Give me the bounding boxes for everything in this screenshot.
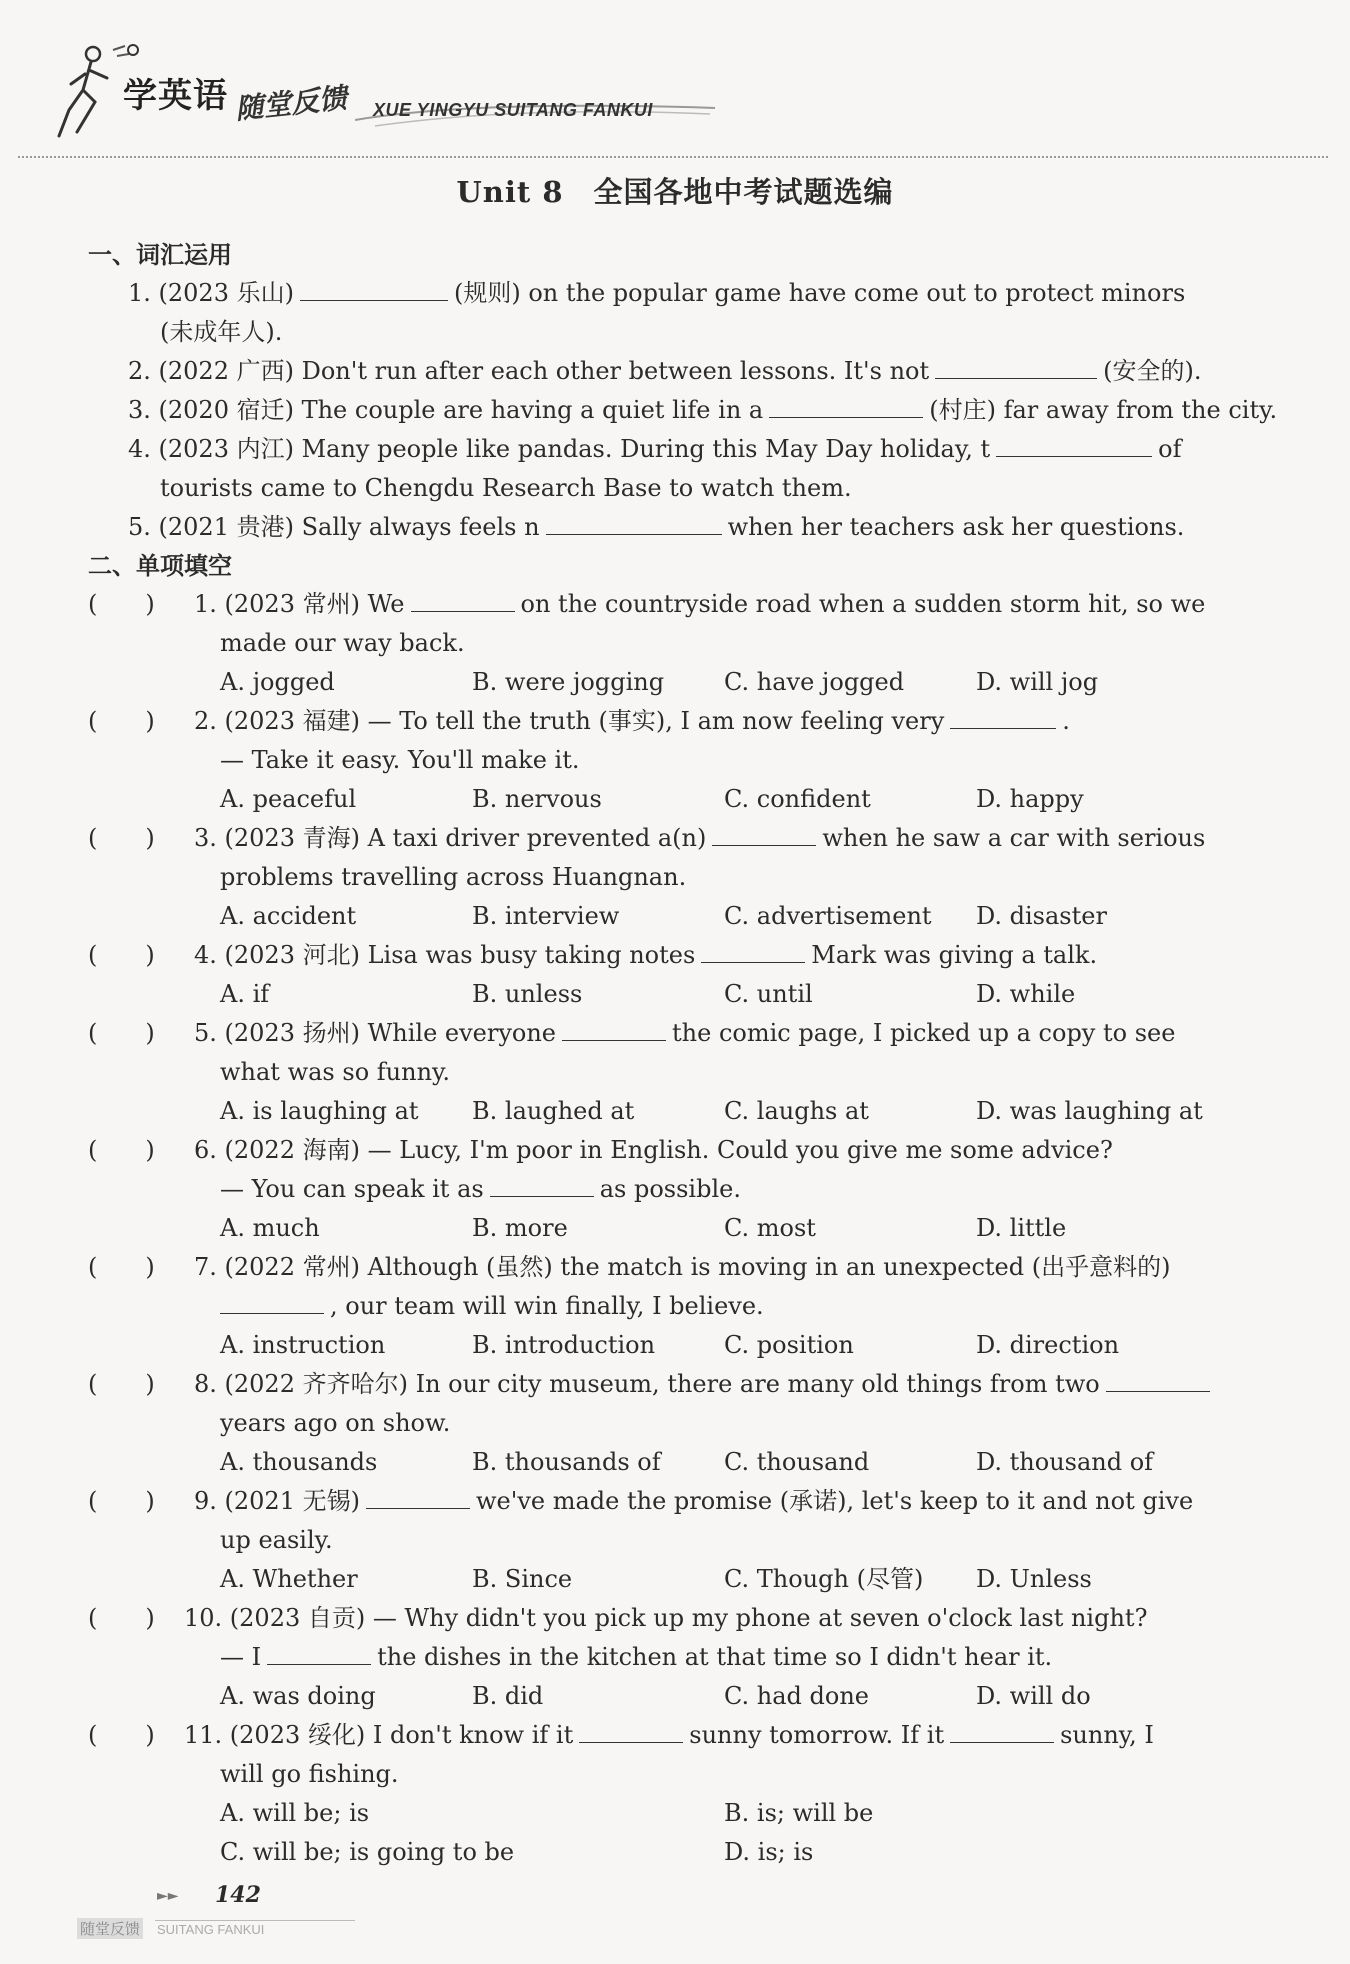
option-d[interactable]: D. happy xyxy=(976,785,1084,813)
section-heading-vocabulary: 一、词汇运用 xyxy=(88,241,232,269)
question-7: ( ) 7. (2022 常州) Although (虽然) the match is moving in an unexpected (出乎意料的) , our team will win finally, I believe. A. instruction B. introduction C. position D. direction xyxy=(88,1248,1262,1365)
answer-paren[interactable]: ( ) xyxy=(88,1721,155,1749)
answer-paren[interactable]: ( ) xyxy=(88,1019,155,1047)
option-a[interactable]: A. will be; is xyxy=(220,1799,370,1827)
option-c[interactable]: C. have jogged xyxy=(724,668,905,696)
option-d[interactable]: D. disaster xyxy=(976,902,1107,930)
question-8: ( ) 8. (2022 齐齐哈尔) In our city museum, there are many old things from two years ago on show. A. thousands B. thousands of C. thousand D. thousand of xyxy=(88,1365,1262,1482)
answer-paren[interactable]: ( ) xyxy=(88,590,155,618)
answer-blank[interactable] xyxy=(769,391,923,418)
answer-blank xyxy=(490,1170,594,1197)
option-b[interactable]: B. introduction xyxy=(472,1331,656,1359)
vocab-item-3: 3. (2020 宿迁) The couple are having a quiet life in a (村庄) far away from the city. xyxy=(128,391,1262,430)
vocab-item-5: 5. (2021 贵港) Sally always feels n when her teachers ask her questions. xyxy=(128,508,1262,547)
answer-paren[interactable]: ( ) xyxy=(88,1136,155,1164)
answer-paren[interactable]: ( ) xyxy=(88,1370,155,1398)
option-c[interactable]: C. confident xyxy=(724,785,871,813)
option-b[interactable]: B. did xyxy=(472,1682,544,1710)
answer-blank[interactable] xyxy=(300,274,448,301)
footer-label: 随堂反馈 xyxy=(77,1918,143,1939)
options-row xyxy=(88,975,1262,1014)
question-5: ( ) 5. (2023 扬州) While everyone the comic page, I picked up a copy to see what was so funny. A. is laughing at B. laughed at C. laughs at D. was laughing at xyxy=(88,1014,1262,1131)
option-c[interactable]: C. Though (尽管) xyxy=(724,1565,924,1593)
answer-blank[interactable] xyxy=(996,430,1152,457)
question-10: ( ) 10. (2023 自贡) — Why didn't you pick up my phone at seven o'clock last night? — I the dishes in the kitchen at that time so I didn't hear it. A. was doing B. did C. had done D. will do xyxy=(88,1599,1262,1716)
question-2: ( ) 2. (2023 福建) — To tell the truth (事实), I am now feeling very . — Take it easy. You'll make it. A. peaceful B. nervous C. confident D. happy xyxy=(88,702,1262,819)
options-row xyxy=(88,1794,1262,1833)
option-a[interactable]: A. is laughing at xyxy=(220,1097,419,1125)
option-d[interactable]: D. will jog xyxy=(976,668,1099,696)
answer-blank xyxy=(562,1014,666,1041)
option-d[interactable]: D. little xyxy=(976,1214,1067,1242)
logo-subtitle: 随堂反馈 xyxy=(233,81,349,126)
option-d[interactable]: D. was laughing at xyxy=(976,1097,1203,1125)
answer-blank xyxy=(411,585,515,612)
option-c[interactable]: C. position xyxy=(724,1331,854,1359)
option-b[interactable]: B. Since xyxy=(472,1565,573,1593)
unit-title: Unit 8 全国各地中考试题选编 xyxy=(456,175,894,209)
option-b[interactable]: B. unless xyxy=(472,980,583,1008)
option-c[interactable]: C. will be; is going to be xyxy=(220,1838,515,1866)
options-row xyxy=(88,663,1262,702)
option-c[interactable]: C. thousand xyxy=(724,1448,870,1476)
answer-paren[interactable]: ( ) xyxy=(88,707,155,735)
answer-paren[interactable]: ( ) xyxy=(88,1487,155,1515)
logo-pinyin: XUE YINGYU SUITANG FANKUI xyxy=(373,100,653,120)
option-c[interactable]: C. had done xyxy=(724,1682,869,1710)
footer-divider xyxy=(155,1920,355,1921)
option-d[interactable]: D. Unless xyxy=(976,1565,1092,1593)
option-a[interactable]: A. if xyxy=(220,980,270,1008)
answer-paren[interactable]: ( ) xyxy=(88,824,155,852)
answer-blank xyxy=(366,1482,470,1509)
option-d[interactable]: D. thousand of xyxy=(976,1448,1154,1476)
answer-blank xyxy=(220,1287,324,1314)
option-d[interactable]: D. direction xyxy=(976,1331,1120,1359)
vocab-item-1: 1. (2023 乐山) (规则) on the popular game have come out to protect minors (未成年人). xyxy=(112,274,1262,352)
answer-paren[interactable]: ( ) xyxy=(88,941,155,969)
answer-blank xyxy=(1106,1365,1210,1392)
options-row xyxy=(88,1092,1262,1131)
answer-blank xyxy=(950,702,1056,729)
option-b[interactable]: B. interview xyxy=(472,902,620,930)
option-a[interactable]: A. Whether xyxy=(220,1565,358,1593)
option-b[interactable]: B. laughed at xyxy=(472,1097,635,1125)
option-d[interactable]: D. is; is xyxy=(724,1838,814,1866)
option-a[interactable]: A. thousands xyxy=(220,1448,378,1476)
option-c[interactable]: C. until xyxy=(724,980,813,1008)
option-d[interactable]: D. will do xyxy=(976,1682,1091,1710)
logo-title: 学英语 xyxy=(123,76,228,116)
option-c[interactable]: C. most xyxy=(724,1214,816,1242)
answer-paren[interactable]: ( ) xyxy=(88,1604,155,1632)
options-row xyxy=(88,1209,1262,1248)
answer-paren[interactable]: ( ) xyxy=(88,1253,155,1281)
page-footer xyxy=(75,1880,375,1950)
question-6: ( ) 6. (2022 海南) — Lucy, I'm poor in English. Could you give me some advice? — You can speak it as as possible. A. much B. more C. most D. little xyxy=(88,1131,1262,1248)
option-a[interactable]: A. peaceful xyxy=(220,785,357,813)
question-9: ( ) 9. (2021 无锡) we've made the promise (承诺), let's keep to it and not give up easily. A. Whether B. Since C. Though (尽管) D. Unless xyxy=(88,1482,1262,1599)
question-4: ( ) 4. (2023 河北) Lisa was busy taking notes Mark was giving a talk. A. if B. unless C. until D. while xyxy=(88,936,1262,1014)
answer-blank xyxy=(267,1638,371,1665)
options-row xyxy=(88,1833,1262,1872)
option-b[interactable]: B. were jogging xyxy=(472,668,665,696)
options-row xyxy=(88,1443,1262,1482)
answer-blank[interactable] xyxy=(935,352,1097,379)
option-a[interactable]: A. was doing xyxy=(220,1682,376,1710)
header xyxy=(55,40,675,150)
options-row xyxy=(88,1326,1262,1365)
options-row xyxy=(88,1677,1262,1716)
option-d[interactable]: D. while xyxy=(976,980,1076,1008)
page-number: 142 xyxy=(215,1882,261,1908)
options-row xyxy=(88,1560,1262,1599)
option-a[interactable]: A. much xyxy=(220,1214,320,1242)
question-3: ( ) 3. (2023 青海) A taxi driver prevented a(n) when he saw a car with serious problems travelling across Huangnan. A. accident B. interview C. advertisement D. disaster xyxy=(88,819,1262,936)
option-b[interactable]: B. thousands of xyxy=(472,1448,661,1476)
options-row xyxy=(88,780,1262,819)
option-b[interactable]: B. is; will be xyxy=(724,1799,874,1827)
option-a[interactable]: A. jogged xyxy=(220,668,335,696)
section-heading-multiple-choice: 二、单项填空 xyxy=(88,552,232,580)
question-1: ( ) 1. (2023 常州) We on the countryside road when a sudden storm hit, so we made our way back. A. jogged B. were jogging C. have jogged D. will jog xyxy=(88,585,1262,702)
option-c[interactable]: C. advertisement xyxy=(724,902,932,930)
option-c[interactable]: C. laughs at xyxy=(724,1097,869,1125)
exercise-content xyxy=(88,236,1278,1872)
answer-blank[interactable] xyxy=(546,508,722,535)
footer-pinyin: SUITANG FANKUI xyxy=(157,1922,265,1937)
vocab-item-4: 4. (2023 内江) Many people like pandas. During this May Day holiday, t of tourists came to Chengdu Research Base to watch them. xyxy=(112,430,1262,508)
answer-blank xyxy=(950,1716,1054,1743)
option-b[interactable]: B. more xyxy=(472,1214,568,1242)
answer-blank xyxy=(712,819,816,846)
question-11: ( ) 11. (2023 绥化) I don't know if it sunny tomorrow. If it sunny, I will go fishing. A. will be; is B. is; will be C. will be; is going to be D. is; is xyxy=(88,1716,1262,1872)
vocab-item-2: 2. (2022 广西) Don't run after each other between lessons. It's not (安全的). xyxy=(128,352,1262,391)
option-a[interactable]: A. accident xyxy=(220,902,357,930)
option-a[interactable]: A. instruction xyxy=(220,1331,386,1359)
option-b[interactable]: B. nervous xyxy=(472,785,602,813)
arrow-right-icon: ►► xyxy=(157,1888,179,1904)
answer-blank xyxy=(701,936,805,963)
options-row xyxy=(88,897,1262,936)
header-divider xyxy=(18,156,1328,158)
answer-blank xyxy=(579,1716,683,1743)
